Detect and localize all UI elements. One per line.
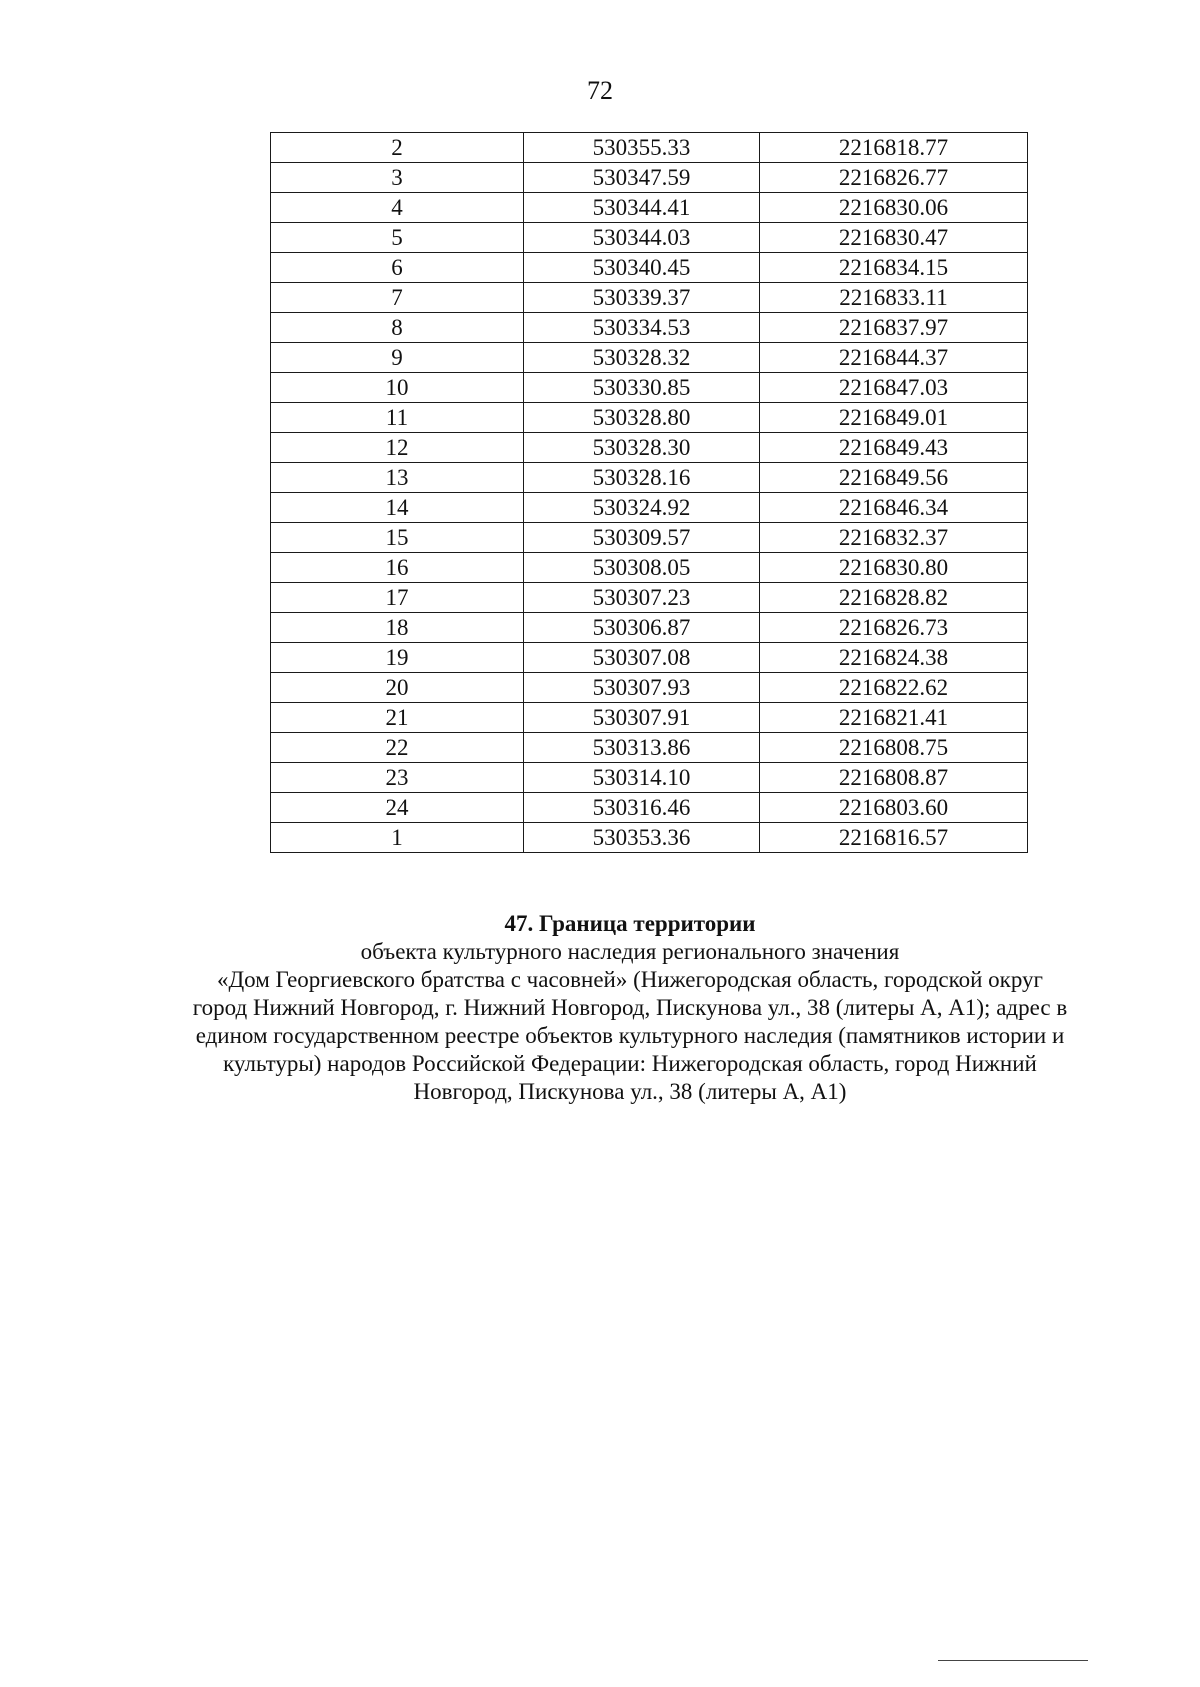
y-coordinate-cell: 2216830.06 — [760, 193, 1028, 223]
y-coordinate-cell: 2216830.80 — [760, 553, 1028, 583]
table-row — [271, 253, 1028, 283]
table-row — [271, 733, 1028, 763]
y-coordinate-cell: 2216837.97 — [760, 313, 1028, 343]
point-number-cell: 18 — [271, 613, 524, 643]
x-coordinate-cell: 530347.59 — [524, 163, 760, 193]
y-coordinate-cell: 2216833.11 — [760, 283, 1028, 313]
y-coordinate-cell: 2216822.62 — [760, 673, 1028, 703]
point-number-cell: 20 — [271, 673, 524, 703]
x-coordinate-cell: 530307.93 — [524, 673, 760, 703]
x-coordinate-cell: 530306.87 — [524, 613, 760, 643]
section-text-line: культуры) народов Российской Федерации: Нижегородская область, город Нижний — [223, 1051, 1037, 1076]
x-coordinate-cell: 530334.53 — [524, 313, 760, 343]
point-number-cell: 16 — [271, 553, 524, 583]
x-coordinate-cell: 530307.08 — [524, 643, 760, 673]
y-coordinate-cell: 2216832.37 — [760, 523, 1028, 553]
table-row — [271, 763, 1028, 793]
point-number-cell: 15 — [271, 523, 524, 553]
table-row — [271, 793, 1028, 823]
x-coordinate-cell: 530344.41 — [524, 193, 760, 223]
x-coordinate-cell: 530340.45 — [524, 253, 760, 283]
point-number-cell: 17 — [271, 583, 524, 613]
coordinates-table — [270, 132, 1028, 853]
point-number-cell: 23 — [271, 763, 524, 793]
y-coordinate-cell: 2216847.03 — [760, 373, 1028, 403]
table-row — [271, 613, 1028, 643]
point-number-cell: 4 — [271, 193, 524, 223]
y-coordinate-cell: 2216808.87 — [760, 763, 1028, 793]
point-number-cell: 13 — [271, 463, 524, 493]
y-coordinate-cell: 2216816.57 — [760, 823, 1028, 853]
point-number-cell: 12 — [271, 433, 524, 463]
table-row — [271, 493, 1028, 523]
y-coordinate-cell: 2216808.75 — [760, 733, 1028, 763]
coordinates-table-body — [271, 133, 1028, 853]
section-text-line: Новгород, Пискунова ул., 38 (литеры А, А1) — [413, 1079, 847, 1104]
point-number-cell: 19 — [271, 643, 524, 673]
y-coordinate-cell: 2216830.47 — [760, 223, 1028, 253]
x-coordinate-cell: 530313.86 — [524, 733, 760, 763]
x-coordinate-cell: 530309.57 — [524, 523, 760, 553]
y-coordinate-cell: 2216803.60 — [760, 793, 1028, 823]
x-coordinate-cell: 530328.32 — [524, 343, 760, 373]
point-number-cell: 22 — [271, 733, 524, 763]
y-coordinate-cell: 2216849.01 — [760, 403, 1028, 433]
table-row — [271, 463, 1028, 493]
table-row — [271, 823, 1028, 853]
table-row — [271, 673, 1028, 703]
table-row — [271, 553, 1028, 583]
table-row — [271, 583, 1028, 613]
x-coordinate-cell: 530328.80 — [524, 403, 760, 433]
y-coordinate-cell: 2216849.43 — [760, 433, 1028, 463]
x-coordinate-cell: 530328.16 — [524, 463, 760, 493]
x-coordinate-cell: 530355.33 — [524, 133, 760, 163]
section-text-line: едином государственном реестре объектов культурного наследия (памятников истории и — [195, 1023, 1065, 1048]
table-row — [271, 283, 1028, 313]
point-number-cell: 14 — [271, 493, 524, 523]
x-coordinate-cell: 530353.36 — [524, 823, 760, 853]
point-number-cell: 11 — [271, 403, 524, 433]
table-row — [271, 133, 1028, 163]
y-coordinate-cell: 2216818.77 — [760, 133, 1028, 163]
table-row — [271, 523, 1028, 553]
y-coordinate-cell: 2216834.15 — [760, 253, 1028, 283]
table-row — [271, 703, 1028, 733]
y-coordinate-cell: 2216846.34 — [760, 493, 1028, 523]
point-number-cell: 10 — [271, 373, 524, 403]
table-row — [271, 163, 1028, 193]
x-coordinate-cell: 530330.85 — [524, 373, 760, 403]
x-coordinate-cell: 530308.05 — [524, 553, 760, 583]
page-number: 72 — [587, 76, 613, 105]
table-row — [271, 373, 1028, 403]
bottom-divider — [938, 1660, 1088, 1661]
point-number-cell: 2 — [271, 133, 524, 163]
y-coordinate-cell: 2216824.38 — [760, 643, 1028, 673]
y-coordinate-cell: 2216826.73 — [760, 613, 1028, 643]
point-number-cell: 5 — [271, 223, 524, 253]
x-coordinate-cell: 530307.91 — [524, 703, 760, 733]
y-coordinate-cell: 2216849.56 — [760, 463, 1028, 493]
x-coordinate-cell: 530324.92 — [524, 493, 760, 523]
y-coordinate-cell: 2216821.41 — [760, 703, 1028, 733]
x-coordinate-cell: 530316.46 — [524, 793, 760, 823]
section-text-line: объекта культурного наследия регионального значения — [360, 939, 900, 964]
point-number-cell: 7 — [271, 283, 524, 313]
section-text-line: город Нижний Новгород, г. Нижний Новгород, Пискунова ул., 38 (литеры А, А1); адрес в — [192, 995, 1068, 1020]
section-text-line: «Дом Георгиевского братства с часовней» (Нижегородская область, городской округ — [216, 967, 1043, 992]
table-row — [271, 403, 1028, 433]
x-coordinate-cell: 530344.03 — [524, 223, 760, 253]
x-coordinate-cell: 530307.23 — [524, 583, 760, 613]
point-number-cell: 9 — [271, 343, 524, 373]
y-coordinate-cell: 2216826.77 — [760, 163, 1028, 193]
x-coordinate-cell: 530314.10 — [524, 763, 760, 793]
y-coordinate-cell: 2216844.37 — [760, 343, 1028, 373]
point-number-cell: 24 — [271, 793, 524, 823]
point-number-cell: 3 — [271, 163, 524, 193]
point-number-cell: 21 — [271, 703, 524, 733]
section-heading: 47. Граница территории — [504, 911, 756, 936]
table-row — [271, 643, 1028, 673]
table-row — [271, 343, 1028, 373]
y-coordinate-cell: 2216828.82 — [760, 583, 1028, 613]
section-47 — [150, 910, 1110, 1106]
point-number-cell: 1 — [271, 823, 524, 853]
table-row — [271, 193, 1028, 223]
table-row — [271, 223, 1028, 253]
table-row — [271, 433, 1028, 463]
point-number-cell: 6 — [271, 253, 524, 283]
table-row — [271, 313, 1028, 343]
x-coordinate-cell: 530339.37 — [524, 283, 760, 313]
point-number-cell: 8 — [271, 313, 524, 343]
x-coordinate-cell: 530328.30 — [524, 433, 760, 463]
